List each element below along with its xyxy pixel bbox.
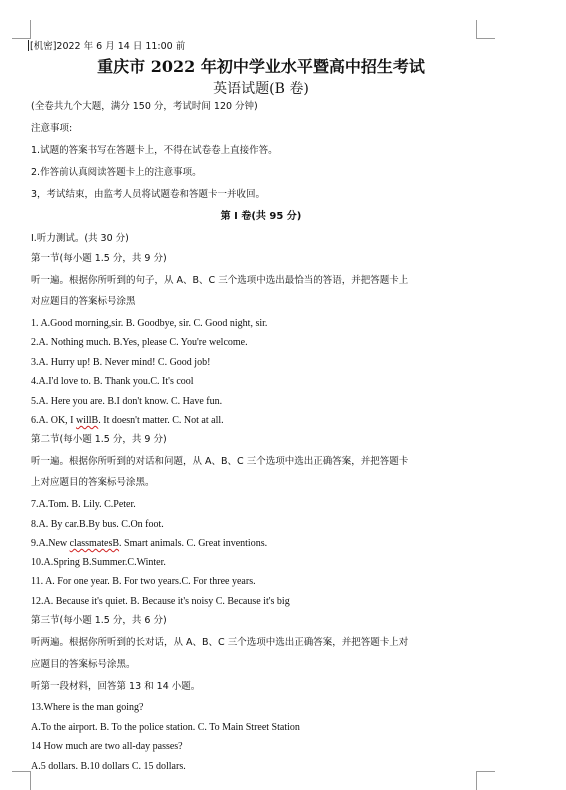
question-line: 12.A. Because it's quiet. B. Because it's noisy C. Because it's big xyxy=(31,596,290,607)
question-line: 2.A. Nothing much. B.Yes, please C. You're welcome. xyxy=(31,337,248,348)
question-line: 8.A. By car.B.By bus. C.On foot. xyxy=(31,519,164,530)
subsection-title: 第一节(每小题 1.5 分，共 9 分) xyxy=(31,253,167,264)
instruction-text: 对应题目的答案标号涂黑 xyxy=(31,296,136,307)
note-item: 1.试题的答案书写在答题卡上，不得在试卷卷上直接作答。 xyxy=(31,145,278,156)
page-corner-mark xyxy=(12,771,31,790)
exam-info: (全卷共九个大题，满分 150 分，考试时间 120 分钟) xyxy=(31,101,258,112)
question-line: 1. A.Good morning,sir. B. Goodbye, sir. C. Good night, sir. xyxy=(31,318,268,329)
note-item: 2.作答前认真阅读答题卡上的注意事项。 xyxy=(31,167,202,178)
question-line: 13.Where is the man going? xyxy=(31,702,144,713)
question-line: 6.A. OK, I willB. It doesn't matter. C. Not at all. xyxy=(31,415,224,426)
question-line: 14 How much are two all-day passes? xyxy=(31,741,183,752)
notes-heading: 注意事项: xyxy=(31,123,73,134)
question-line: 9.A.New classmatesB. Smart animals. C. Great inventions. xyxy=(31,538,268,549)
instruction-text: 听一遍。根据你所听到的对话和问题，从 A、B、C 三个选项中选出正确答案，并把答题卡 xyxy=(31,456,409,467)
options-line: A.5 dollars. B.10 dollars C. 15 dollars. xyxy=(31,761,186,772)
confidential-header: [机密]2022 年 6 月 14 日 11:00 前 xyxy=(30,41,186,52)
part-heading: 第 I 卷(共 95 分) xyxy=(220,211,302,222)
exam-subtitle: 英语试题(B 卷) xyxy=(213,81,309,97)
question-line: 4.A.I'd love to. B. Thank you.C. It's cool xyxy=(31,376,194,387)
instruction-text: 听一遍。根据你所听到的句子，从 A、B、C 三个选项中选出最恰当的答语，并把答题卡上 xyxy=(31,275,409,286)
exam-title: 重庆市 2022 年初中学业水平暨高中招生考试 xyxy=(97,57,425,76)
question-line: 7.A.Tom. B. Lily. C.Peter. xyxy=(31,499,136,510)
question-line: 10.A.Spring B.Summer.C.Winter. xyxy=(31,557,166,568)
subsection-title: 第二节(每小题 1.5 分，共 9 分) xyxy=(31,434,167,445)
subsection-title: 第三节(每小题 1.5 分，共 6 分) xyxy=(31,615,167,626)
page-corner-mark xyxy=(476,20,495,39)
spellcheck-underline: classmatesB xyxy=(69,538,120,549)
options-line: A.To the airport. B. To the police station. C. To Main Street Station xyxy=(31,722,300,733)
text-cursor xyxy=(28,40,29,51)
material-note: 听第一段材料，回答第 13 和 14 小题。 xyxy=(31,681,201,692)
spellcheck-underline: willB xyxy=(76,415,99,426)
instruction-text: 听两遍。根据你所听到的长对话，从 A、B、C 三个选项中选出正确答案，并把答题卡上对 xyxy=(31,637,409,648)
question-line: 3.A. Hurry up! B. Never mind! C. Good job! xyxy=(31,357,211,368)
question-line: 5.A. Here you are. B.I don't know. C. Have fun. xyxy=(31,396,223,407)
instruction-text: 应题目的答案标号涂黑。 xyxy=(31,659,136,670)
instruction-text: 上对应题目的答案标号涂黑。 xyxy=(31,477,155,488)
note-item: 3，考试结束，由监考人员将试题卷和答题卡一并收回。 xyxy=(31,189,266,200)
page-corner-mark xyxy=(12,20,31,39)
question-line: 11. A. For one year. B. For two years.C. For three years. xyxy=(31,576,256,587)
page-corner-mark xyxy=(476,771,495,790)
section-title: I.听力测试。(共 30 分) xyxy=(31,233,129,244)
